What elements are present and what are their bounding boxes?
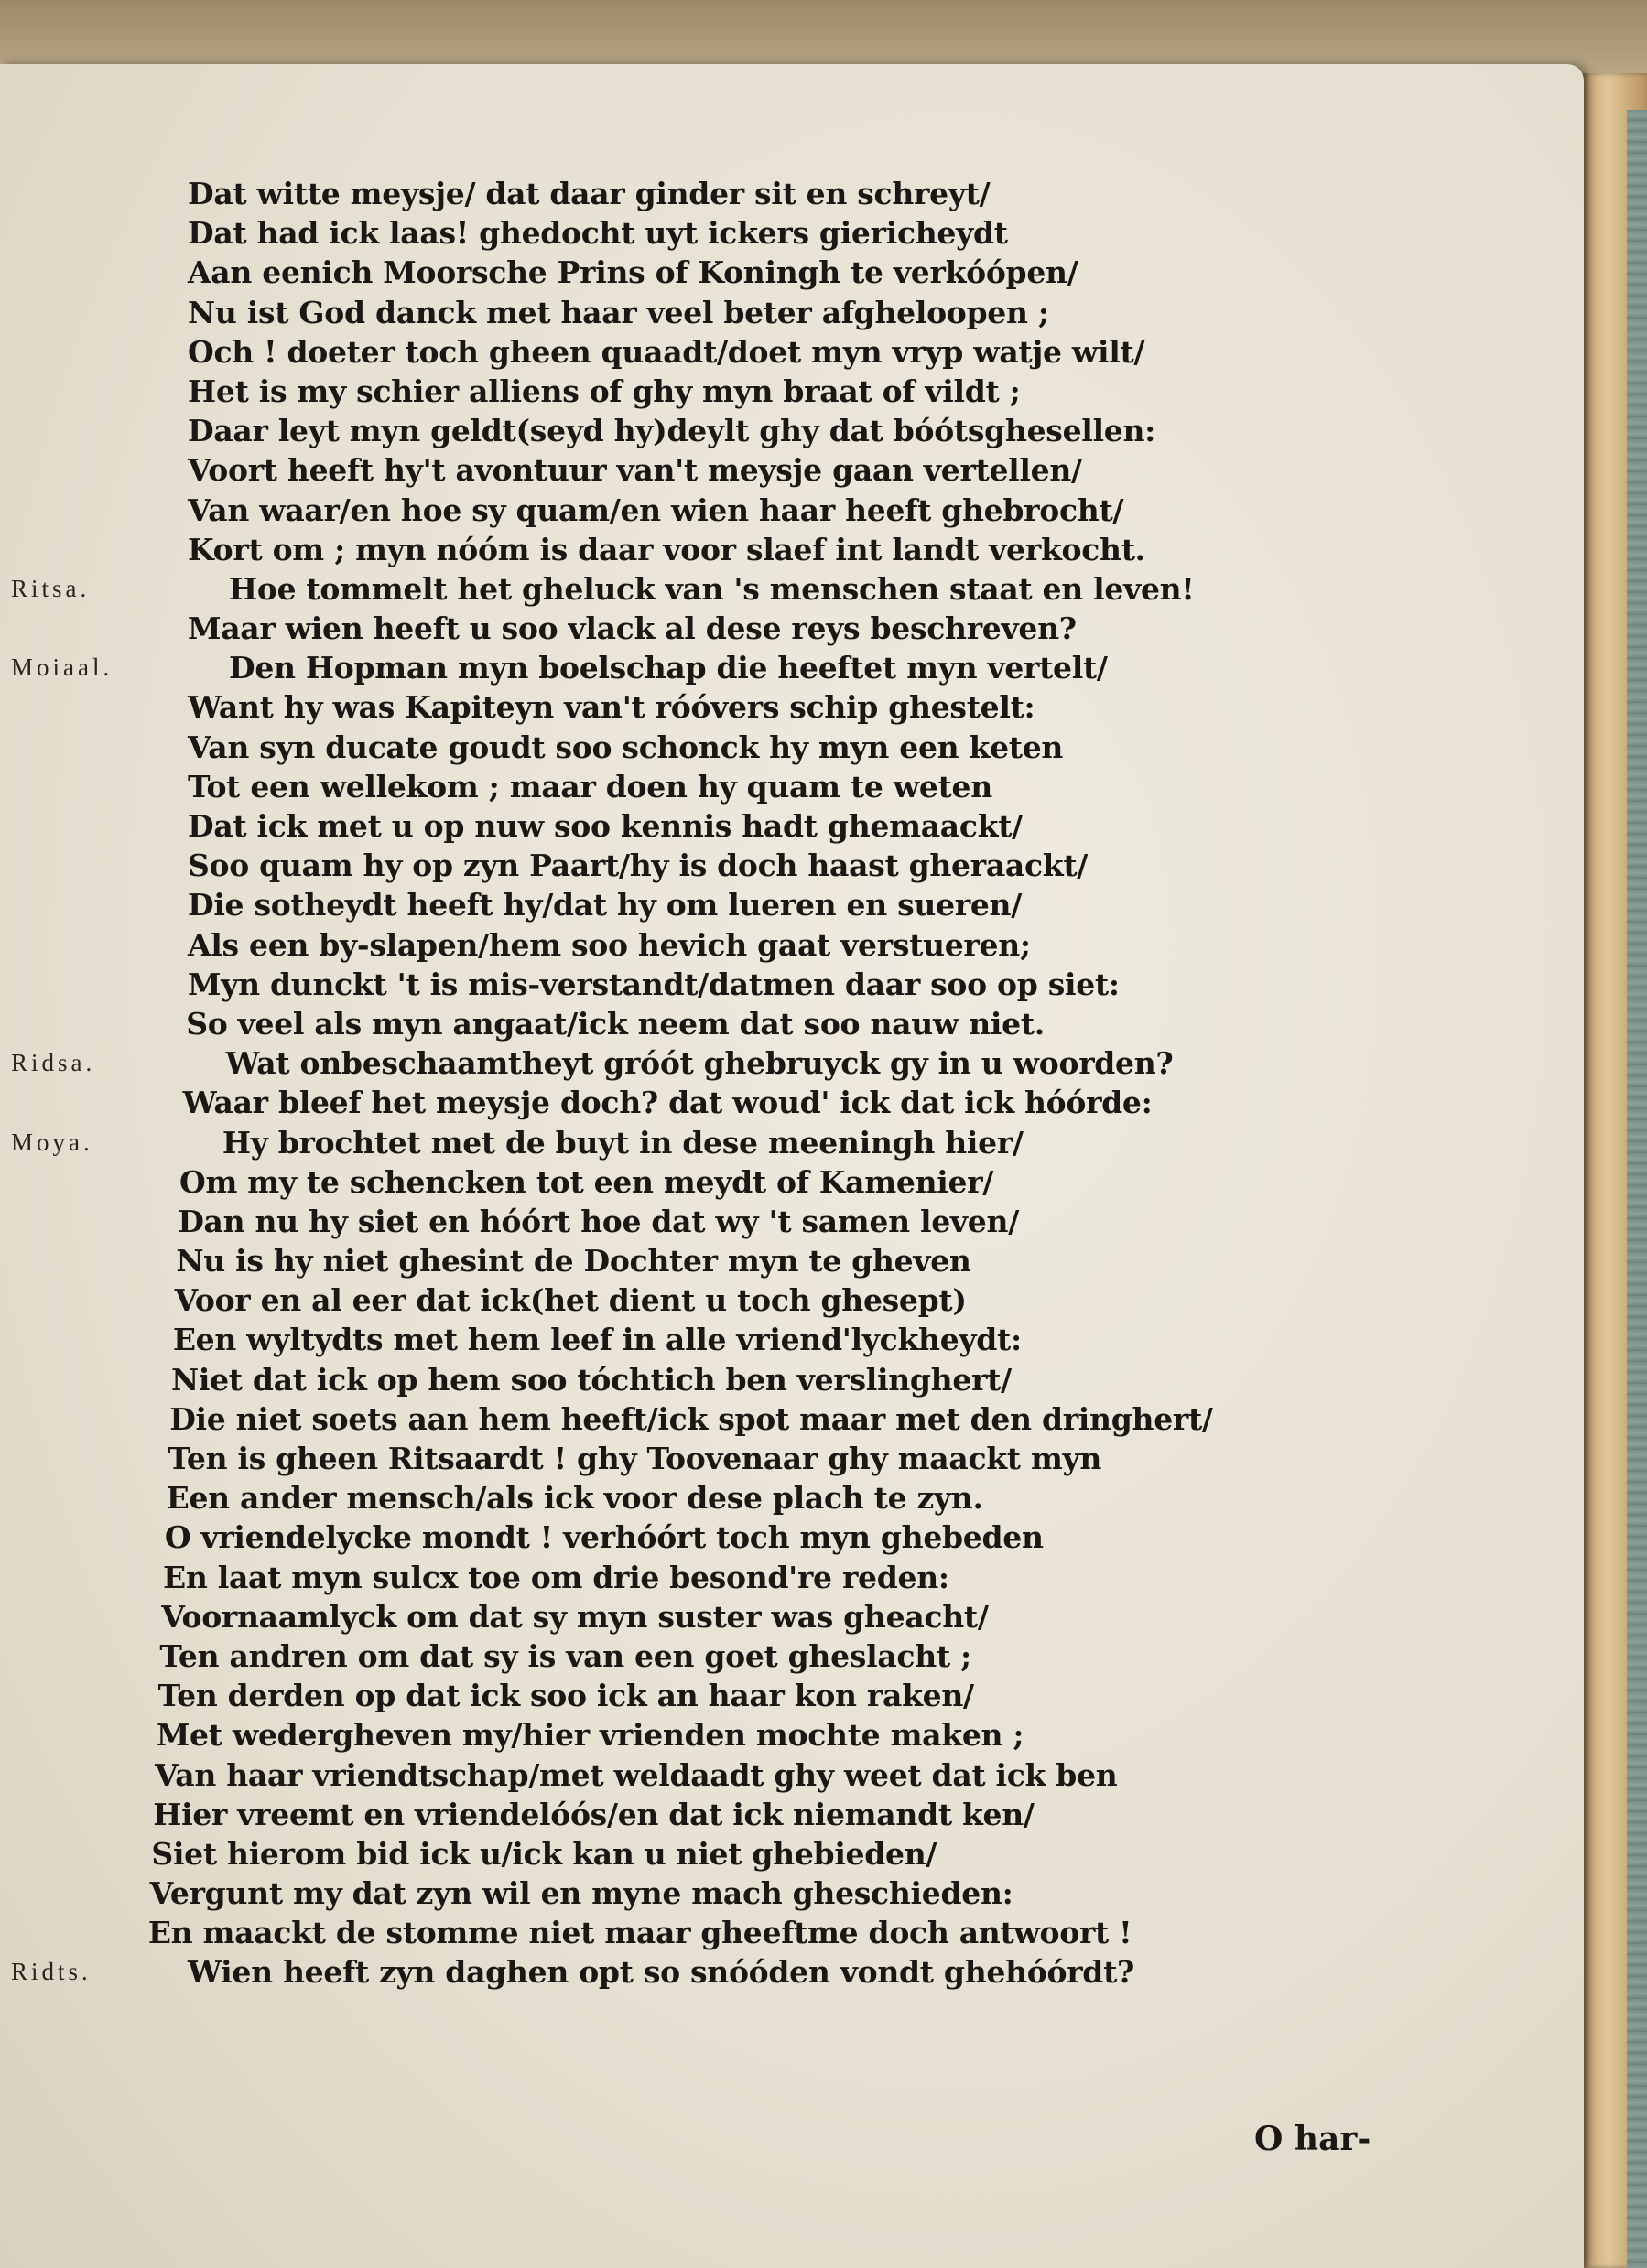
verse-line xyxy=(0,1676,1545,1715)
verse-line xyxy=(0,1636,1546,1676)
verse-line xyxy=(0,728,1575,767)
verse-line xyxy=(0,1241,1563,1280)
verse-line xyxy=(0,569,1575,609)
verse-line xyxy=(0,411,1575,450)
verse-text: Want hy was Kapiteyn van't róóvers schip ghestelt: xyxy=(188,689,1035,726)
verse-line xyxy=(0,806,1575,846)
verse-text: Aan eenich Moorsche Prins of Koningh te verkóópen/ xyxy=(188,254,1078,291)
verse-text: Och ! doeter toch gheen quaadt/doet myn vryp watje wilt/ xyxy=(188,333,1145,370)
verse-text: Voornaamlyck om dat sy myn suster was gheacht/ xyxy=(161,1598,989,1635)
verse-text: Nu is hy niet ghesint de Dochter myn te gheven xyxy=(176,1243,971,1280)
verse-text: Hy brochtet met de buyt in dese meeningh hier/ xyxy=(222,1124,1024,1161)
verse-text: So veel als myn angaat/ick neem dat soo nauw niet. xyxy=(186,1005,1045,1042)
verse-text: Voor en al eer dat ick(het dient u toch ghesept) xyxy=(174,1282,967,1319)
verse-text: Dat had ick laas! ghedocht uyt ickers giericheydt xyxy=(188,215,1008,252)
verse-text: Met wedergheven my/hier vrienden mochte maken ; xyxy=(156,1717,1024,1754)
verse-text: Den Hopman myn boelschap die heeftet myn vertelt/ xyxy=(229,650,1108,686)
verse-line xyxy=(0,1597,1548,1636)
verse-line xyxy=(0,530,1575,569)
verse-text: Kort om ; myn nóóm is daar voor slaef int landt verkocht. xyxy=(188,531,1145,567)
verse-text: Nu ist God danck met haar veel beter afgheloopen ; xyxy=(188,294,1049,330)
speaker-label: Moiaal. xyxy=(11,653,114,682)
verse-text: Het is my schier alliens of ghy myn braat of vildt ; xyxy=(188,373,1021,409)
verse-line xyxy=(0,609,1575,648)
verse-text: Als een by-slapen/hem soo hevich gaat verstueren; xyxy=(188,926,1031,963)
verse-line xyxy=(0,648,1575,687)
verse-text: Wat onbeschaamtheyt gróót ghebruyck gy in u woorden? xyxy=(225,1045,1174,1082)
verse-line xyxy=(0,450,1575,490)
speaker-label: Ritsa. xyxy=(11,574,91,602)
verse-text: Wien heeft zyn daghen opt so snóóden vondt ghehóórdt? xyxy=(188,1954,1135,1991)
verse-text: Tot een wellekom ; maar doen hy quam te weten xyxy=(188,768,992,805)
verse-line xyxy=(0,293,1575,332)
verse-text: Voort heeft hy't avontuur van't meysje gaan vertellen/ xyxy=(188,452,1082,489)
verse-line xyxy=(0,1952,1533,1992)
verse-text: Myn dunckt 't is mis-verstandt/datmen daar soo op siet: xyxy=(188,966,1120,1002)
verse-text: Hoe tommelt het gheluck van 's menschen staat en leven! xyxy=(229,570,1195,607)
verse-line xyxy=(0,1320,1560,1359)
speaker-label: Ridts. xyxy=(11,1958,92,1986)
verse-text: Dat witte meysje/ dat daar ginder sit en schreyt/ xyxy=(188,176,991,211)
verse-line xyxy=(0,1399,1556,1439)
verse-line xyxy=(0,1755,1542,1795)
verse-line xyxy=(0,1360,1558,1399)
verse-line xyxy=(0,1517,1552,1557)
verse-line xyxy=(0,687,1575,727)
verse-text: En laat myn sulcx toe om drie besond're reden: xyxy=(163,1559,949,1595)
verse-line xyxy=(0,491,1575,530)
verse-text: Ten andren om dat sy is van een goet gheslacht ; xyxy=(159,1637,971,1674)
verse-text: Van haar vriendtschap/met weldaadt ghy weet dat ick ben xyxy=(155,1756,1118,1793)
verse-text: Een ander mensch/als ick voor dese plach te zyn. xyxy=(166,1480,983,1517)
speaker-label: Ridsa. xyxy=(11,1049,96,1077)
verse-text: Vergunt my dat zyn wil en myne mach gheschieden: xyxy=(149,1875,1013,1912)
verse-line xyxy=(0,767,1575,806)
verse-line xyxy=(0,925,1575,965)
verse-line xyxy=(0,1280,1562,1320)
verse-text: Van syn ducate goudt soo schonck hy myn een keten xyxy=(188,729,1064,765)
verse-text: Die sotheydt heeft hy/dat hy om lueren en sueren/ xyxy=(188,887,1022,923)
verse-line xyxy=(0,1123,1568,1162)
verse-text: Hier vreemt en vriendelóós/en dat ick niemandt ken/ xyxy=(153,1796,1035,1832)
verse-line xyxy=(0,253,1575,292)
verse-line xyxy=(0,1795,1540,1834)
verse-text: Ten is gheen Ritsaardt ! ghy Toovenaar ghy maackt myn xyxy=(168,1441,1102,1476)
verse-line xyxy=(0,372,1575,411)
verse-text: Soo quam hy op zyn Paart/hy is doch haast gheraackt/ xyxy=(188,848,1089,884)
verse-text: Die niet soets aan hem heeft/ick spot maar met den dringhert/ xyxy=(169,1400,1213,1437)
page-top-shadow xyxy=(0,0,1647,73)
verse-line xyxy=(0,1202,1565,1241)
verse-line xyxy=(0,1439,1555,1478)
verse-text: Maar wien heeft u soo vlack al dese reys beschreven? xyxy=(188,610,1077,647)
verse-text: Om my te schencken tot een meydt of Kamenier/ xyxy=(179,1163,994,1200)
verse-line xyxy=(0,1834,1538,1874)
verse-line xyxy=(0,1558,1550,1597)
verse-line xyxy=(0,1004,1573,1043)
verse-line xyxy=(0,885,1575,924)
verse-text: En maackt de stomme niet maar gheeftme doch antwoort ! xyxy=(147,1915,1132,1951)
verse-line xyxy=(0,1083,1570,1122)
verse-line xyxy=(0,1874,1537,1913)
verse-text: Dan nu hy siet en hóórt hoe dat wy 't samen leven/ xyxy=(178,1203,1019,1239)
verse-line xyxy=(0,174,1575,213)
verse-text: O vriendelycke mondt ! verhóórt toch myn ghebeden xyxy=(164,1519,1044,1556)
speaker-label: Moya. xyxy=(11,1128,93,1156)
verse-line xyxy=(0,965,1575,1004)
verse-text: Siet hierom bid ick u/ick kan u niet ghebieden/ xyxy=(151,1835,937,1872)
verse-line xyxy=(0,1715,1544,1755)
catchword: O har- xyxy=(1254,2120,1371,2158)
verse-text: Van waar/en hoe sy quam/en wien haar heeft ghebrocht/ xyxy=(188,491,1124,528)
verse-text: Ten derden op dat ick soo ick an haar kon raken/ xyxy=(157,1678,974,1714)
verse-text: Daar leyt myn geldt(seyd hy)deylt ghy dat bóótsghesellen: xyxy=(188,413,1156,449)
verse-line xyxy=(0,1162,1566,1202)
verse-line xyxy=(0,213,1575,253)
book-cover-edge xyxy=(1627,110,1647,2268)
verse-text: Dat ick met u op nuw soo kennis hadt ghemaackt/ xyxy=(188,808,1023,844)
verse-block xyxy=(0,174,1575,1993)
verse-text: Een wyltydts met hem leef in alle vriend'lyckheydt: xyxy=(172,1322,1022,1358)
verse-line xyxy=(0,332,1575,372)
verse-line xyxy=(0,1043,1571,1083)
verse-line xyxy=(0,1478,1554,1517)
verse-text: Niet dat ick op hem soo tóchtich ben verslinghert/ xyxy=(171,1361,1012,1398)
verse-line xyxy=(0,846,1575,885)
verse-line xyxy=(0,1913,1535,1952)
verse-text: Waar bleef het meysje doch? dat woud' ick dat ick hóórde: xyxy=(182,1085,1153,1121)
